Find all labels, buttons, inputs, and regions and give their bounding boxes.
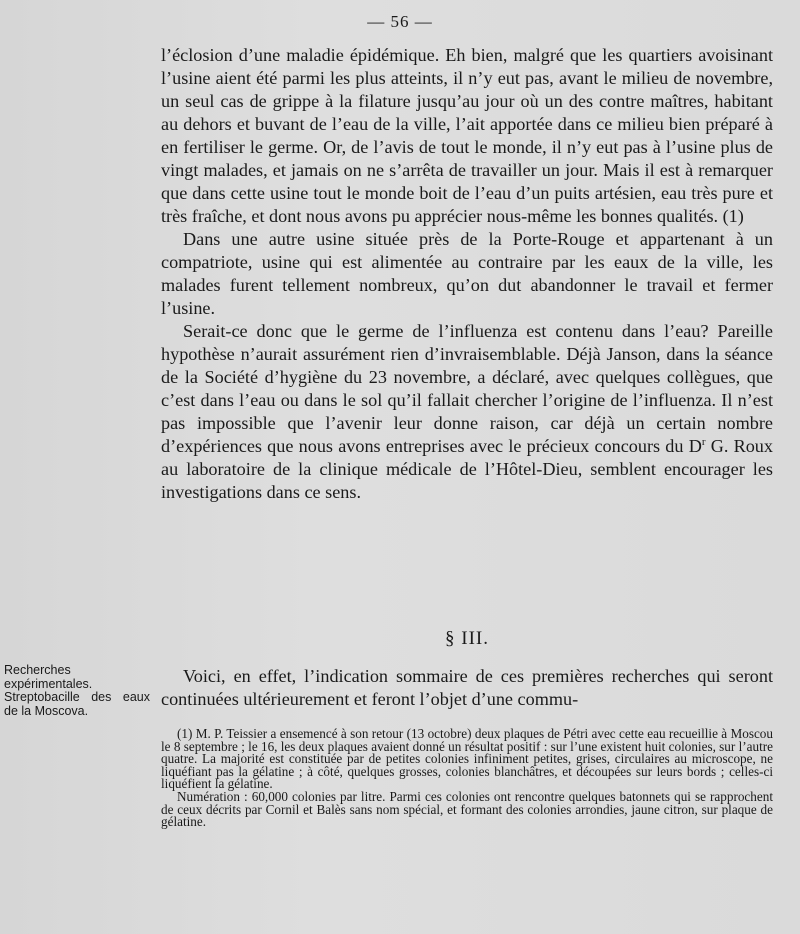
- paragraph-2: Dans une autre usine située près de la Porte-Rouge et appartenant à un compatriote, usine qui est alimentée au contraire par les eaux de la ville, les malades furent tellement nombreux, qu’on dut abandonner le travail et fermer l’usine.: [161, 229, 773, 318]
- section-heading: § III.: [445, 628, 489, 649]
- paragraph-3-text-a: Serait-ce donc que le germe de l’influenza est contenu dans l’eau? Pareille hypothèse n’aurait assurément rien d’invraisemblable. Déjà Janson, dans la séance de la Société d’hygiène du 23 novembre, a déclaré, avec quelques collègues, que c’est dans l’eau ou dans le sol qu’il fallait chercher l’origine de l’influenza. Il n’est pas impossible que l’avenir leur donne raison, car déjà un certain nombre d’expériences que nous avons entreprises avec le précieux concours du D: [161, 321, 773, 456]
- footnote: [161, 728, 773, 829]
- main-text: [161, 44, 773, 504]
- margin-note: Recherches expérimentales. Streptobacille des eaux de la Moscova.: [4, 663, 150, 718]
- section-paragraph: Voici, en effet, l’indication sommaire de ces premières recherches qui seront continuées ultérieurement et feront l’objet d’une commu-: [161, 666, 773, 709]
- footnote-paragraph-1: (1) M. P. Teissier a ensemencé à son retour (13 octobre) deux plaques de Pétri avec cette eau recueillie à Moscou le 8 septembre ; le 16, les deux plaques avaient donné un résultat positif : sur l’une existent huit colonies, sur l’autre quatre. La majorité est constituée par de petites colonies infiniment petites, grises, circulaires au microscope, ne liquéfiant pas la gélatine ; à côté, quelques grosses, colonies blanchâtres, et découpées sur leurs bords ; celles-ci liquéfient la gélatine.: [161, 726, 773, 792]
- superscript-r: r: [701, 435, 706, 448]
- paragraph-1: l’éclosion d’une maladie épidémique. Eh bien, malgré que les quartiers avoisinant l’usine aient été parmi les plus atteints, il n’y eut pas, avant le milieu de novembre, un seul cas de grippe à la filature jusqu’au jour où un des contre maîtres, habitant au dehors et buvant de l’eau de la ville, l’ait apportée dans ce milieu bien préparé à en fertiliser le germe. Or, de l’avis de tout le monde, il n’y eut pas à l’usine plus de vingt malades, et jamais on ne s’arrêta de travailler un jour. Mais il est à remarquer que dans cette usine tout le monde boit de l’eau d’un puits artésien, eau très pure et très fraîche, et dont nous avons pu apprécier nous-même les bonnes qualités. (1): [161, 45, 773, 226]
- page-number: — 56 —: [367, 12, 433, 31]
- paragraph-3-text-b: G. Roux au laboratoire de la clinique médicale de l’Hôtel-Dieu, semblent encourager les investigations dans ce sens.: [161, 436, 773, 502]
- paragraph-3: [161, 320, 773, 504]
- footnote-paragraph-2: Numération : 60,000 colonies par litre. Parmi ces colonies ont rencontre quelques batonnets qui se rapprochent de ceux décrits par Cornil et Balès sans nom spécial, et formant des colonies arrondies, jaune citron, sur plaque de gélatine.: [161, 788, 773, 830]
